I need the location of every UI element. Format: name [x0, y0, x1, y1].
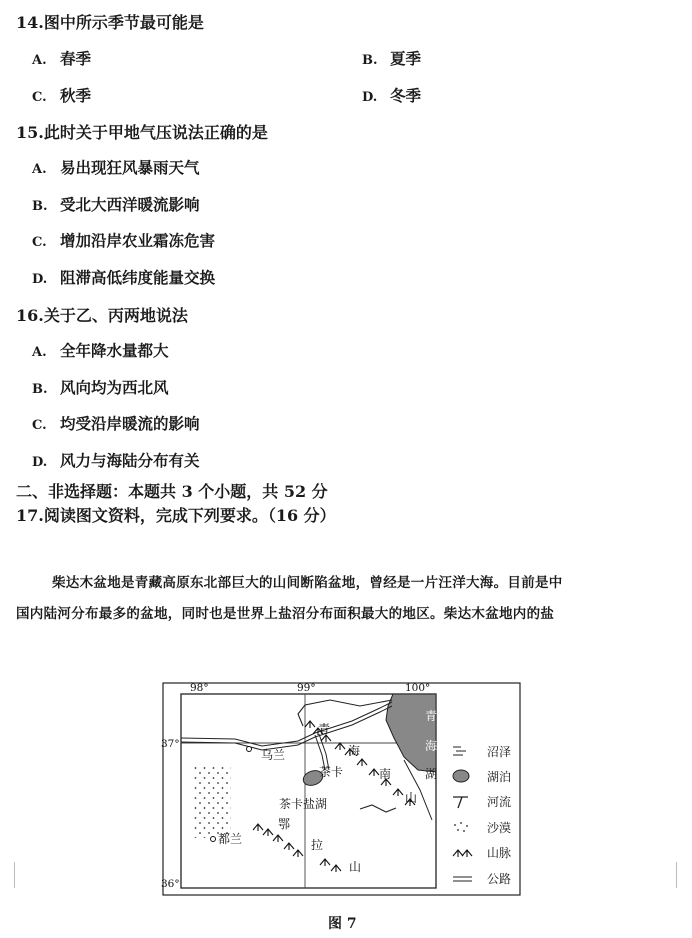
label-qinghai-lake-3: 湖 [425, 767, 438, 781]
figure-caption: 图 7 [328, 916, 357, 932]
q17-paragraph-line2: 国内陆河分布最多的盆地，同时也是世界上盐沼分布面积最大的地区。柴达木盆地内的盐 [16, 606, 555, 622]
lon-label-100: 100° [405, 682, 431, 694]
q14-option-c: C. 秋季 [32, 86, 92, 105]
scan-edge-right [676, 862, 677, 888]
q15-option-b: B. 受北大西洋暖流影响 [32, 195, 200, 214]
q15-option-c: C. 增加沿岸农业霜冻危害 [32, 231, 216, 250]
legend-lake-label: 湖泊 [487, 770, 512, 784]
label-wulan: 乌兰 [261, 748, 286, 762]
label-nanshan-3: 南 [379, 767, 392, 781]
q14-option-d: D. 冬季 [362, 86, 422, 105]
label-nanshan-4: 山 [405, 791, 418, 805]
desert-area [193, 766, 231, 838]
q14-option-a: A. 春季 [32, 49, 92, 68]
q16-option-d: D. 风力与海陆分布有关 [32, 451, 200, 470]
section2-title: 二、非选择题：本题共 3 个小题，共 52 分 [16, 482, 328, 501]
lat-label-36: 36° [161, 878, 180, 890]
q16-option-a: A. 全年降水量都大 [32, 341, 169, 360]
label-elashan-1: 鄂 [278, 817, 291, 831]
q15-option-d: D. 阻滞高低纬度能量交换 [32, 268, 216, 287]
legend-marsh-label: 沼泽 [487, 745, 512, 759]
label-elashan-3: 山 [349, 860, 362, 874]
q15-stem: 15.此时关于甲地气压说法正确的是 [16, 123, 268, 142]
label-qinghai-lake-1: 青 [425, 709, 438, 723]
q16-stem: 16.关于乙、丙两地说法 [16, 306, 188, 325]
lon-label-99: 99° [297, 682, 316, 694]
q17-paragraph-line1: 柴达木盆地是青藏高原东北部巨大的山间断陷盆地，曾经是一片汪洋大海。目前是中 [52, 575, 563, 591]
label-chaka-salt-lake: 茶卡盐湖 [279, 797, 328, 811]
legend-lake-icon [453, 770, 469, 782]
q17-stem: 17.阅读图文资料，完成下列要求。（16 分） [16, 506, 336, 525]
label-nanshan-2: 海 [348, 744, 361, 758]
label-chaka: 茶卡 [319, 765, 344, 779]
label-dulan: 都兰 [218, 832, 243, 846]
lat-label-37: 37° [161, 738, 180, 750]
legend-mountain-label: 山脉 [487, 846, 512, 860]
label-elashan-2: 拉 [311, 838, 324, 852]
label-nanshan-1: 青 [318, 722, 331, 736]
wulan-town-marker [247, 747, 252, 752]
legend-river-label: 河流 [487, 795, 512, 809]
q15-option-a: A. 易出现狂风暴雨天气 [32, 158, 200, 177]
scan-edge-left [14, 862, 15, 888]
legend-desert-label: 沙漠 [487, 821, 512, 835]
label-qinghai-lake-2: 海 [425, 739, 438, 753]
q16-option-c: C. 均受沿岸暖流的影响 [32, 414, 200, 433]
q14-stem: 14.图中所示季节最可能是 [16, 13, 204, 32]
q16-option-b: B. 风向均为西北风 [32, 378, 169, 397]
lon-label-98: 98° [190, 682, 209, 694]
q14-option-b: B. 夏季 [362, 49, 422, 68]
dulan-town-marker [211, 837, 216, 842]
legend-road-label: 公路 [487, 872, 512, 886]
